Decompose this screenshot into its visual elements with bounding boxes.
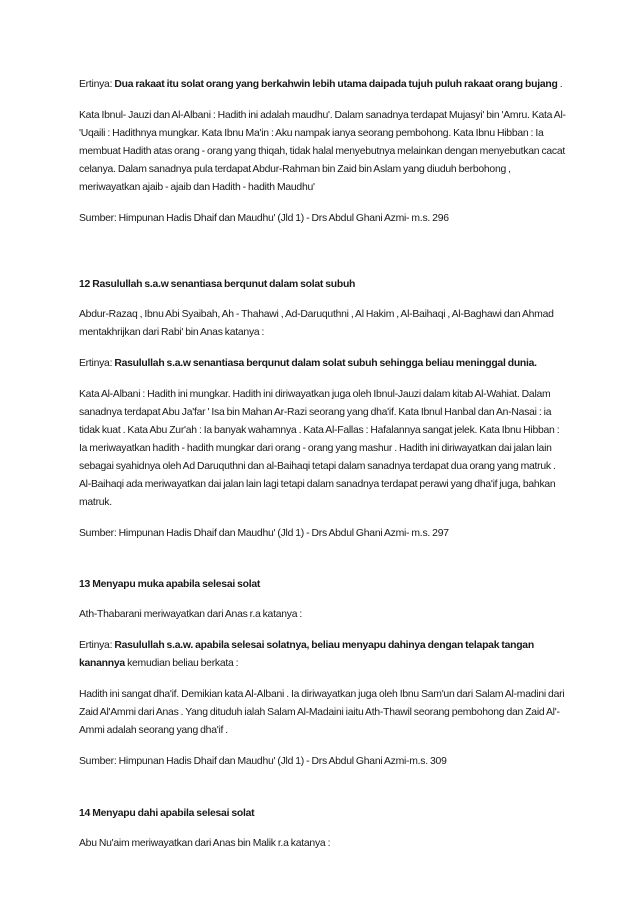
section-heading-14: 14 Menyapu dahi apabila selesai solat: [79, 808, 255, 819]
kata-paragraph-13: Hadith ini sangat dha'if. Demikian kata Al-Albani . Ia diriwayatkan juga oleh Ibnu Sam'un dari Salam Al-madini dari Zaid Al'Ammi dari Anas . Yang dituduh ialah Salam Al-Madaini iaitu Ath-Thawil seorang pembohong dan Zaid Al'-Ammi adalah seorang yang dha'if .: [79, 689, 565, 736]
sumber-line-12: Sumber: Himpunan Hadis Dhaif dan Maudhu' (Jld 1) - Drs Abdul Ghani Azmi- m.s. 297: [79, 528, 449, 539]
ertinya-prefix: Ertinya:: [79, 79, 115, 90]
ertinya-prefix: Ertinya:: [79, 358, 115, 369]
ertinya-paragraph-11: [79, 76, 568, 94]
ertinya-text: Rasulullah s.a.w. apabila selesai solatnya, beliau menyapu dahinya dengan telapak tangan kanannya: [79, 640, 534, 669]
narration-paragraph-14: Abu Nu'aim meriwayatkan dari Anas bin Malik r.a katanya :: [79, 838, 331, 849]
ertinya-suffix: .: [557, 79, 563, 90]
ertinya-text: Dua rakaat itu solat orang yang berkahwin lebih utama daipada tujuh puluh rakaat orang bujang: [114, 79, 558, 90]
ertinya-suffix: kemudian beliau berkata :: [124, 658, 239, 669]
kata-paragraph-11: Kata Ibnul- Jauzi dan Al-Albani : Hadith ini adalah maudhu'. Dalam sanadnya terdapat Mujasyi' bin 'Amru. Kata Al-'Uqaili : Hadithnya mungkar. Kata Ibnu Ma'in : Aku nampak ianya seorang pembohong. Kata Ibnu Hibban : Ia membuat Hadith atas orang - orang yang thiqah, tidak halal menyebutnya melainkan dengan menyebutkan cacat celanya. Dalam sanadnya pula terdapat Abdur-Rahman bin Zaid bin Aslam yang diuduh berbohong , meriwayatkan ajaib - ajaib dan Hadith - hadith Maudhu': [79, 110, 566, 193]
ertinya-prefix: Ertinya:: [79, 640, 115, 651]
ertinya-paragraph-12: [79, 355, 568, 373]
sumber-line-11: Sumber: Himpunan Hadis Dhaif dan Maudhu' (Jld 1) - Drs Abdul Ghani Azmi- m.s. 296: [79, 213, 449, 224]
section-heading-12: 12 Rasulullah s.a.w senantiasa berqunut dalam solat subuh: [79, 279, 356, 290]
section-heading-13: 13 Menyapu muka apabila selesai solat: [79, 579, 261, 590]
ertinya-text: Rasulullah s.a.w senantiasa berqunut dalam solat subuh sehingga beliau meninggal dunia.: [114, 358, 537, 369]
narration-paragraph-12: Abdur-Razaq , Ibnu Abi Syaibah, Ah - Thahawi , Ad-Daruquthni , Al Hakim , Al-Baihaqi , Al-Baghawi dan Ahmad mentakhrijkan dari Rabi' bin Anas katanya :: [79, 309, 554, 338]
narration-paragraph-13: Ath-Thabarani meriwayatkan dari Anas r.a katanya :: [79, 609, 303, 620]
kata-paragraph-12: Kata Al-Albani : Hadith ini mungkar. Hadith ini diriwayatkan juga oleh Ibnul-Jauzi dalam kitab Al-Wahiat. Dalam sanadnya terdapat Abu Ja'far ' Isa bin Mahan Ar-Razi seorang yang dha'if. Kata Ibnul Hanbal dan An-Nasai : ia tidak kuat . Kata Abu Zur'ah : Ia banyak wahamnya . Kata Al-Fallas : Hafalannya sangat jelek. Kata Ibnu Hibban : Ia meriwayatkan hadith - hadith mungkar dari orang - orang yang mashur . Hadith ini diriwayatkan dai jalan lain sebagai syahidnya oleh Ad Daruquthni dan al-Baihaqi tetapi dalam sanadnya terdapat dua orang yang matruk . Al-Baihaqi ada meriwayatkan dai jalan lain lagi tetapi dalam sanadnya terdapat perawi yang dha'if juga, bahkan matruk.: [79, 389, 560, 508]
sumber-line-13: Sumber: Himpunan Hadis Dhaif dan Maudhu' (Jld 1) - Drs Abdul Ghani Azmi-m.s. 309: [79, 756, 447, 767]
ertinya-paragraph-13: [79, 637, 568, 673]
